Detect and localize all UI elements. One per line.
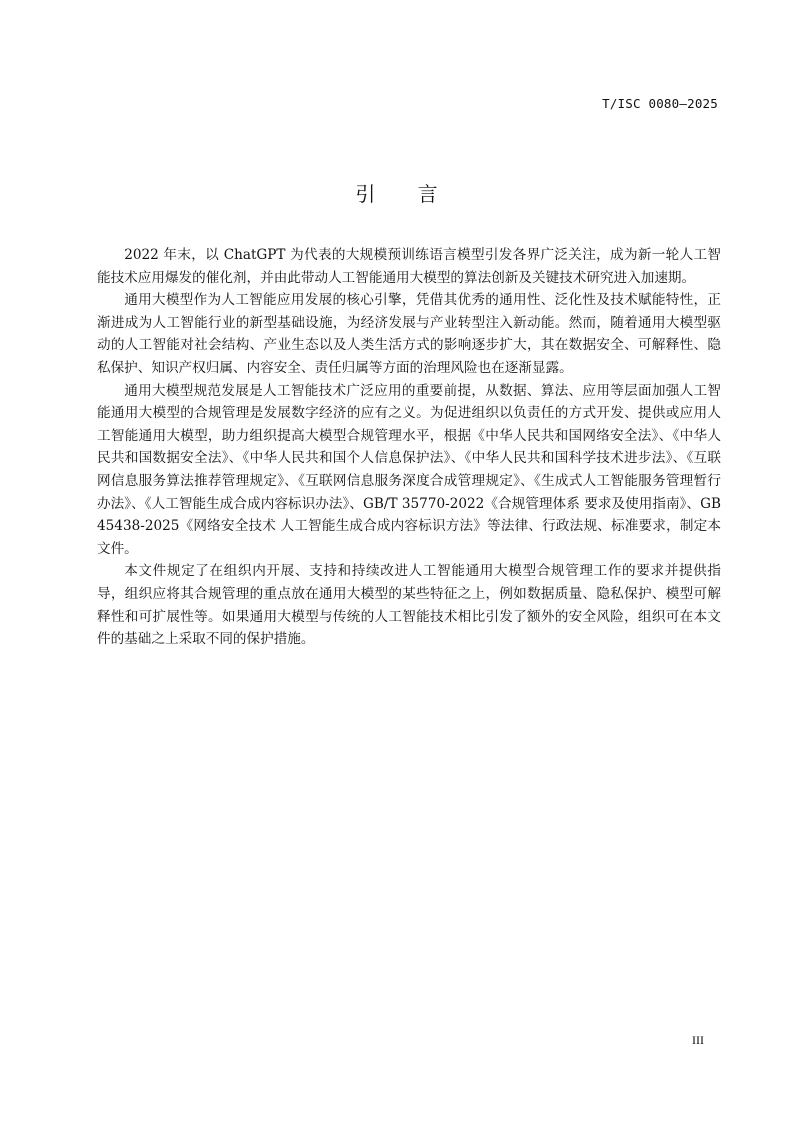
introduction-body xyxy=(97,244,721,651)
section-title: 引 言 xyxy=(355,182,456,206)
paragraph: 通用大模型规范发展是人工智能技术广泛应用的重要前提，从数据、算法、应用等层面加强人工智能通用大模型的合规管理是发展数字经济的应有之义。为促进组织以负责任的方式开发、提供或应用人工智能通用大模型，助力组织提高大模型合规管理水平，根据《中华人民共和国网络安全法》、《中华人民共和国数据安全法》、《中华人民共和国个人信息保护法》、《中华人民共和国科学技术进步法》、《互联网信息服务算法推荐管理规定》、《互联网信息服务深度合成管理规定》、《生成式人工智能服务管理暂行办法》、《人工智能生成合成内容标识办法》、GB/T 35770-2022《合规管理体系 要求及使用指南》、GB 45438-2025《网络安全技术 人工智能生成合成内容标识方法》等法律、行政法规、标准要求，制定本文件。 xyxy=(97,382,721,557)
paragraph: 2022 年末，以 ChatGPT 为代表的大规模预训练语言模型引发各界广泛关注，成为新一轮人工智能技术应用爆发的催化剂，并由此带动人工智能通用大模型的算法创新及关键技术研究进入加速期。 xyxy=(97,247,721,286)
paragraph: 本文件规定了在组织内开展、支持和持续改进人工智能通用大模型合规管理工作的要求并提供指导，组织应将其合规管理的重点放在通用大模型的某些特征之上，例如数据质量、隐私保护、模型可解释性和可扩展性等。如果通用大模型与传统的人工智能技术相比引发了额外的安全风险，组织可在本文件的基础之上采取不同的保护措施。 xyxy=(97,563,721,648)
page-number: III xyxy=(692,1033,704,1047)
paragraph: 通用大模型作为人工智能应用发展的核心引擎，凭借其优秀的通用性、泛化性及技术赋能特性，正渐进成为人工智能行业的新型基础设施，为经济发展与产业转型注入新动能。然而，随着通用大模型驱动的人工智能对社会结构、产业生态以及人类生活方式的影响逐步扩大，其在数据安全、可解释性、隐私保护、知识产权归属、内容安全、责任归属等方面的治理风险也在逐渐显露。 xyxy=(97,292,721,376)
document-code: T/ISC 0080—2025 xyxy=(602,96,718,111)
